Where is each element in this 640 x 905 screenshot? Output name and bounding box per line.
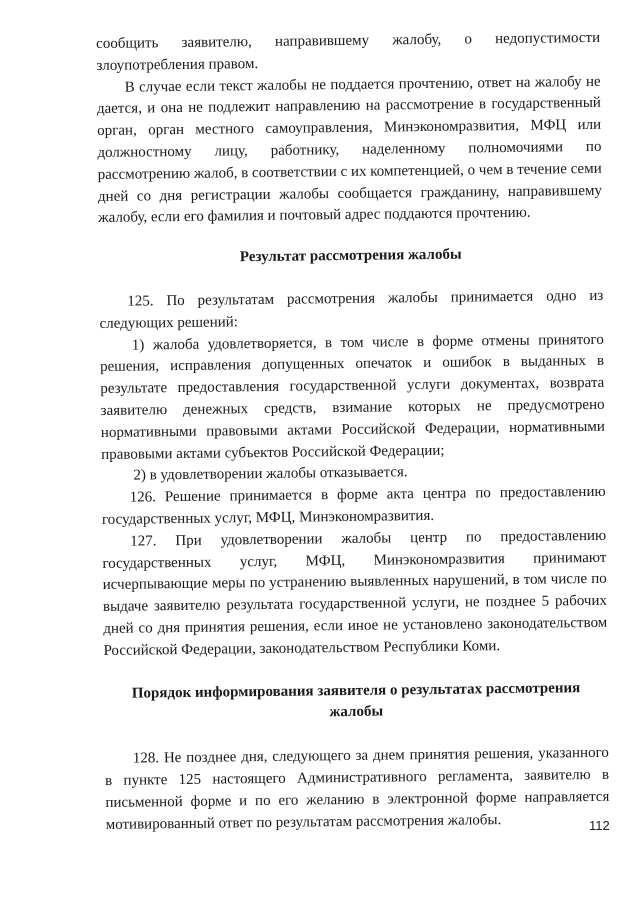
document-body bbox=[96, 28, 610, 836]
paragraph-125-item-1: 1) жалоба удовлетворяется, в том числе в форме отмены принятого решения, исправления допущенных опечаток и ошибок в выданных в результате предоставления государственной услуги документах, возврата заявителю денежных средств, взимание которых не предусмотрено нормативными правовыми актами Российской Федерации, нормативными правовыми актами субъектов Российской Федерации; bbox=[99, 331, 605, 463]
paragraph-unreadable-complaint: В случае если текст жалобы не поддается прочтению, ответ на жалобу не дается, и она не подлежит направлению на рассмотрение в государственный орган, орган местного самоуправления, Минэкономразвития, МФЦ или должностному лицу, работнику, наделенному полномочиями по рассмотрению жалоб, в соответствии с их компетенцией, о чем в течение семи дней со дня регистрации жалобы сообщается гражданину, направившему жалобу, если его фамилия и почтовый адрес поддаются прочтению. bbox=[96, 73, 603, 227]
paragraph-125: 125. По результатам рассмотрения жалобы принимается одно из следующих решений: bbox=[99, 287, 604, 332]
paragraph-continuation: сообщить заявителю, направившему жалобу, о недопустимости злоупотребления правом. bbox=[96, 29, 601, 74]
page-number: 112 bbox=[589, 818, 610, 833]
heading-informing-line-1: Порядок информирования заявителя о результатах рассмотрения bbox=[131, 679, 581, 702]
heading-informing-procedure bbox=[104, 677, 608, 727]
paragraph-127: 127. При удовлетворении жалобы центр по предоставлению государственных услуг, МФЦ, Минэкономразвития принимают исчерпывающие меры по устранению выявленных нарушений, в том числе по выдаче заявителю результата государственной услуги, не позднее 5 рабочих дней со дня принятия решения, если иное не установлено законодательством Российской Федерации, законодательством Республики Коми. bbox=[102, 527, 608, 659]
paragraph-125-item-2: 2) в удовлетворении жалобы отказывается. bbox=[133, 464, 408, 484]
paragraph-126: 126. Решение принимается в форме акта центра по предоставлению государственных услуг, МФЦ, Минэкономразвития. bbox=[101, 483, 606, 528]
heading-complaint-result: Результат рассмотрения жалобы bbox=[239, 246, 462, 266]
paragraph-128: 128. Не позднее дня, следующего за днем принятия решения, указанного в пункте 125 настоящего Административного регламента, заявителю в письменной форме и по его желанию в электронной форме направляется мотивированный ответ по результатам рассмотрения жалобы. bbox=[105, 744, 610, 833]
heading-informing-line-2: жалобы bbox=[329, 703, 384, 721]
